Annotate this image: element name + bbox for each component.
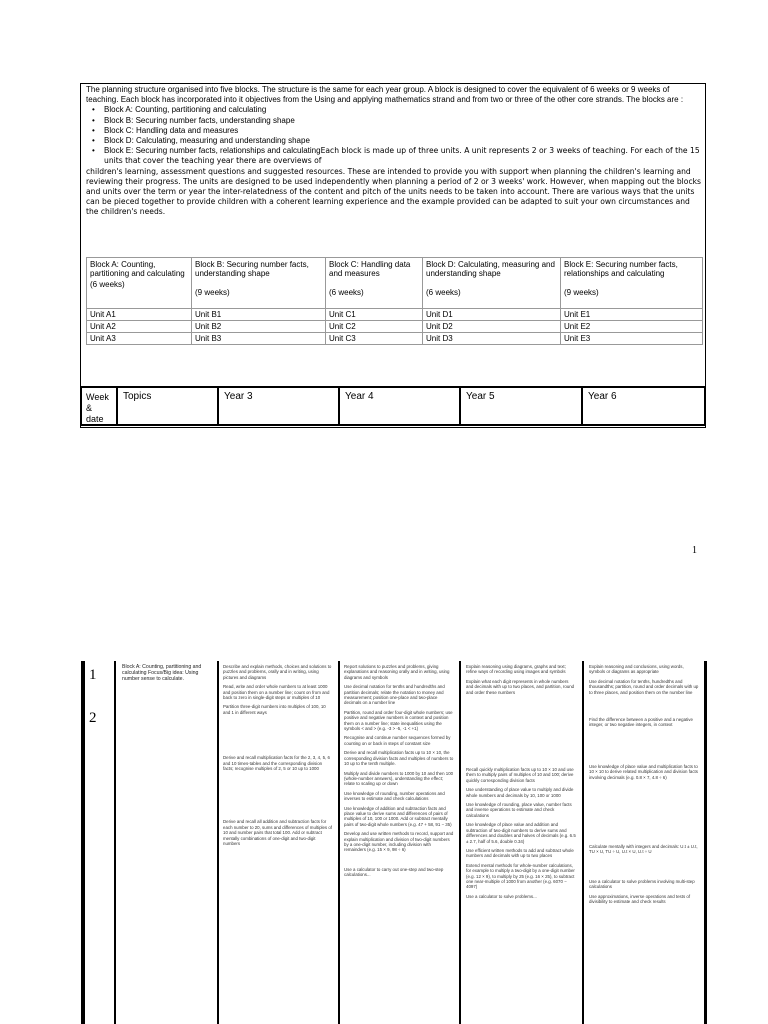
table-row: [87, 321, 703, 333]
unit-cell: Unit E2: [561, 321, 703, 333]
objective-item: Develop and use written methods to record, support and explain multiplication and division of two-digit numbers by a one-digit number, including division with remainders (e.g. 15 × 9, 98 ÷ 6): [344, 831, 454, 853]
week-date-header: Week & date: [86, 392, 109, 424]
year6-header: Year 6: [581, 388, 704, 424]
unit-cell: Unit E3: [561, 333, 703, 345]
objective-item: Explain reasoning using diagrams, graphs and text; refine ways of recording using images and symbols: [466, 664, 566, 675]
unit-cell: Unit C3: [326, 333, 423, 345]
block-e-continuation: Each block is made up of three units. A unit represents 2 or 3 weeks of teaching. For each of the 15 units that cover the teaching year there are overviews of: [104, 146, 700, 166]
year5-header: Year 5: [459, 388, 581, 424]
objective-item: Use knowledge of addition and subtraction facts and place value to derive sums and differences of pairs of multiples of 10, 100 or 1000. Add or subtract mentally pairs of two-digit whole numbers (e.g. 47 + 58, 91 − 35): [344, 805, 452, 827]
table-row: [87, 309, 703, 321]
topics-cell: Block A: Counting, partitioning and calculating Focus/Big idea: Using number sense to calculate.: [122, 664, 202, 682]
objective-item: Use decimal notation for tenths and hundredths and partition decimals; relate the notation to money and measurement; position one-place and two-place decimals on a number line: [344, 684, 445, 706]
objective-item: Use understanding of place value to multiply and divide whole numbers and decimals by 10, 100 or 1000: [466, 787, 574, 798]
block-c-header: Block C: Handling data and measures (6 weeks): [326, 258, 423, 309]
blocks-list: [86, 105, 702, 166]
unit-cell: Unit C2: [326, 321, 423, 333]
block-a-header: Block A: Counting, partitioning and calculating (6 weeks): [87, 258, 192, 309]
plan-table-page-2: [81, 661, 707, 1024]
column-divider: [582, 661, 584, 1024]
table-row: [87, 333, 703, 345]
objective-item: Describe and explain methods, choices and solutions to puzzles and problems, orally and in writing, using pictures and diagrams: [223, 664, 332, 680]
objective-item: Use knowledge of place value and multiplication facts to 10 × 10 to derive related multiplication and division facts involving decimals (e.g. 0.8 × 7, 4.8 ÷ 6): [589, 763, 698, 780]
week-number-2: 2: [89, 710, 97, 726]
block-units-table: [86, 257, 703, 345]
year5-objectives: [466, 664, 576, 903]
unit-cell: Unit B2: [192, 321, 326, 333]
intro-paragraph-2: children's learning, assessment questions and suggested resources. These are intended to provide you with support when planning the children's learning and reviewing their progress. The units are designed to be used independently when planning a period of 2 or 3 weeks' work. However, when mapping out the blocks and units over the term or year the inter-relatedness of the content and pitch of the units needs to be taken into account. There are various ways that the units can be pieced together to provide children with a coherent learning experience and the example provided can be adapted to suit your own circumstances and the children's needs.: [86, 166, 701, 217]
blocks-list-item: • Block B: Securing number facts, understanding shape: [92, 116, 702, 126]
unit-cell: Unit D1: [423, 309, 561, 321]
objective-item: Recognise and continue number sequences formed by counting on or back in steps of constant size: [344, 735, 451, 746]
page-number: 1: [692, 545, 697, 556]
objective-item: Explain reasoning and conclusions, using words, symbols or diagrams as appropriate: [589, 664, 684, 675]
objective-item: Calculate mentally with integers and decimals: U.t ± U.t, TU × U, TU ÷ U, U.t × U, U.t ÷ U: [589, 844, 698, 855]
block-e-header: Block E: Securing number facts, relationships and calculating (9 weeks): [561, 258, 703, 309]
objective-item: Derive and recall multiplication facts for the 2, 3, 4, 5, 6 and 10 times-tables and the corresponding division facts; recognise multiples of 2, 5 or 10 up to 1000: [223, 755, 330, 772]
block-e-label: Block E: Securing number facts, relationships and calculating: [104, 146, 321, 156]
unit-cell: Unit A3: [87, 333, 192, 345]
objective-item: Use approximations, inverse operations and tests of divisibility to estimate and check results: [589, 893, 691, 905]
block-b-header: Block B: Securing number facts, understanding shape (9 weeks): [192, 258, 326, 309]
blocks-list-item: [92, 146, 702, 166]
unit-cell: Unit D2: [423, 321, 561, 333]
objective-item: Use a calculator to solve problems...: [466, 893, 537, 899]
objective-item: Read, write and order whole numbers to at least 1000 and position them on a number line; count on from and back to zero in single-digit steps or multiples of 10: [223, 684, 330, 701]
plan-header-row: [80, 386, 706, 426]
column-divider: [338, 661, 340, 1024]
topics-header: Topics: [116, 388, 217, 424]
year3-objectives: [223, 664, 333, 851]
blocks-list-item: • Block D: Calculating, measuring and understanding shape: [92, 136, 702, 146]
intro-paragraph-1: The planning structure organised into five blocks. The structure is the same for each year group. A block is designed to cover the equivalent of 6 weeks or 9 weeks of teaching. Each block has incorporated into it objectives from the Using and applying mathematics strand and from two or three of the other core strands. The blocks are :: [86, 85, 684, 105]
objective-item: Use knowledge of rounding, number operations and inverses to estimate and check calculations: [344, 790, 445, 802]
objective-item: Use efficient written methods to add and subtract whole numbers and decimals with up to two places: [466, 847, 574, 859]
objective-item: Partition, round and order four-digit whole numbers; use positive and negative numbers in context and position them on a number line; state inequalities using the symbols < and > (e.g. -3 > -5, -1 < +1): [344, 709, 453, 732]
objective-item: Use knowledge of place value and addition and subtraction of two-digit numbers to derive sums and differences and doubles and halves of decimals (e.g. 6.5 ± 2.7, half of 5.6, double 0.34): [466, 822, 576, 844]
objective-item: Derive and recall all addition and subtraction facts for each number to 20, sums and differences of multiples of 10 and number pairs that total 100. Add or subtract mentally combinations of one-digit and two-digit numbers: [223, 819, 333, 847]
objective-item: Extend mental methods for whole-number calculations, for example to multiply a two-digit by a one-digit number (e.g. 12 × 9), to multiply by 25 (e.g. 16 × 25), to subtract one near-multiple of 1000 from another (e.g. 6070 − 4097): [466, 862, 575, 890]
objective-item: Use decimal notation for tenths, hundredths and thousandths; partition, round and order decimals with up to three places, and position them on the number line: [589, 678, 699, 695]
week-number-1: 1: [89, 667, 97, 683]
column-divider: [217, 661, 219, 1024]
year6-objectives: [589, 664, 701, 909]
table-header-row: [87, 258, 703, 309]
intro-text: [86, 85, 702, 218]
unit-cell: Unit D3: [423, 333, 561, 345]
unit-cell: Unit C1: [326, 309, 423, 321]
objective-item: Use knowledge of rounding, place value, number facts and inverse operations to estimate and check calculations: [466, 802, 572, 818]
year4-objectives: [344, 664, 454, 882]
unit-cell: Unit E1: [561, 309, 703, 321]
objective-item: Find the difference between a positive and a negative integer, or two negative integers, in context: [589, 717, 693, 728]
column-divider: [459, 661, 461, 1024]
year4-header: Year 4: [338, 388, 459, 424]
column-divider: [114, 661, 116, 1024]
blocks-list-item: • Block C: Handling data and measures: [92, 126, 702, 136]
objective-item: Recall quickly multiplication facts up to 10 × 10 and use them to multiply pairs of multiples of 10 and 100; derive quickly corresponding division facts: [466, 767, 574, 783]
objective-item: Report solutions to puzzles and problems, giving explanations and reasoning orally and in writing, using diagrams and symbols: [344, 664, 450, 680]
unit-cell: Unit A2: [87, 321, 192, 333]
objective-item: Partition three-digit numbers into multiples of 100, 10 and 1 in different ways: [223, 704, 326, 715]
objective-item: Use a calculator to solve problems involving multi-step calculations: [589, 878, 695, 890]
unit-cell: Unit B1: [192, 309, 326, 321]
unit-cell: Unit B3: [192, 333, 326, 345]
objective-item: Derive and recall multiplication facts up to 10 × 10, the corresponding division facts and multiples of numbers to 10 up to the tenth multiple.: [344, 750, 454, 767]
unit-cell: Unit A1: [87, 309, 192, 321]
block-d-header: Block D: Calculating, measuring and understanding shape (6 weeks): [423, 258, 561, 309]
objective-item: Use a calculator to carry out one-step and two-step calculations...: [344, 866, 444, 878]
blocks-list-item: • Block A: Counting, partitioning and calculating: [92, 105, 702, 115]
objective-item: Multiply and divide numbers to 1000 by 10 and then 100 (whole-number answers), understanding the effect; relate to scaling up or down: [344, 770, 454, 787]
objective-item: Explain what each digit represents in whole numbers and decimals with up to two places, and partition, round and order these numbers: [466, 678, 575, 695]
year3-header: Year 3: [217, 388, 338, 424]
